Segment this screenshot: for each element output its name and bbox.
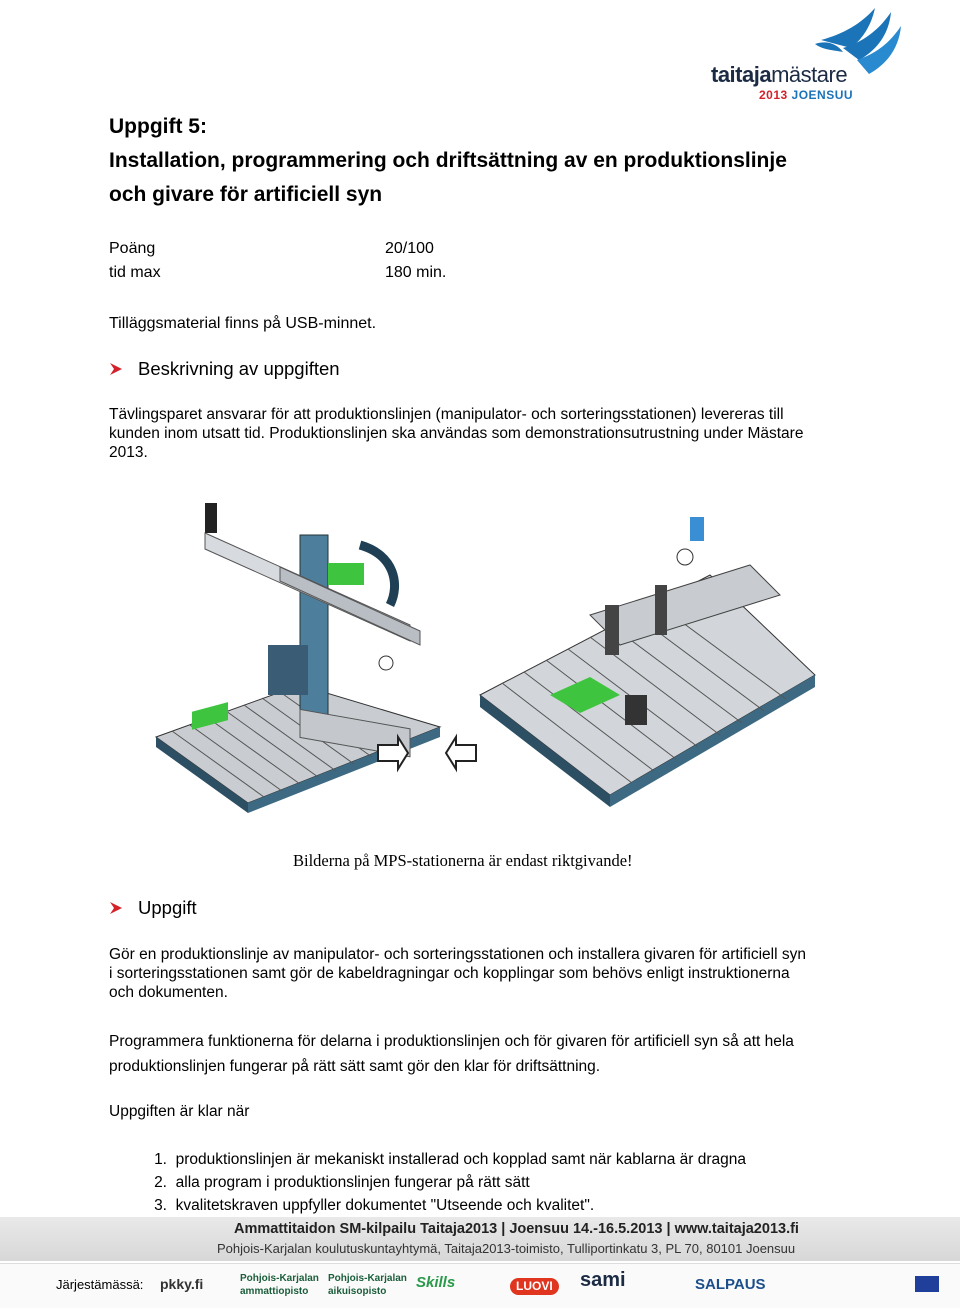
points-label: Poäng [109,240,156,257]
time-value: 180 min. [385,264,447,281]
list-item: 3. kvalitetskraven uppfyller dokumentet "Utseende och kvalitet". [154,1197,595,1214]
completion-criteria-list [109,1148,746,1217]
sponsor-sami: sami [580,1269,626,1291]
image-caption: Bilderna på MPS-stationerna är endast riktgivande! [293,851,633,870]
taitajamastare-logo [705,4,905,104]
time-row [109,264,447,282]
section-heading-description: Beskrivning av uppgiften [109,358,340,380]
extra-material-note: Tilläggsmaterial finns på USB-minnet. [109,315,377,332]
logo-subtitle: 2013 JOENSUU [759,88,854,102]
arrow-bullet-icon [109,901,123,915]
eu-flag-icon [915,1276,939,1292]
sponsor-bar [0,1263,960,1308]
mps-stations-drawing [150,495,820,815]
page-footer [0,1214,960,1309]
description-text: Tävlingsparet ansvarar för att produktionslinjen (manipulator- och sorteringsstationen) levereras till kunden inom utsatt tid. Produktionslinjen ska användas som demonstrationsutrustning under Mästare 2013. [109,406,804,461]
list-item: 2. alla program i produktionslinjen fungerar på rätt sätt [154,1174,530,1191]
sponsor-pkky: pkky.fi [160,1276,204,1292]
footer-banner [0,1217,960,1261]
page-title [109,110,889,212]
organizer-label: Järjestämässä: [56,1277,144,1292]
sponsor-aikuisopisto: Pohjois-Karjalan aikuisopisto [328,1273,407,1297]
title-line-1: Uppgift 5: [109,115,207,138]
arrow-bullet-icon [109,362,123,376]
list-item: 1. produktionslinjen är mekaniskt installerad och kopplad samt när kablarna är dragna [154,1151,746,1168]
task-paragraph-1: Gör en produktionslinje av manipulator- och sorteringsstationen och installera givaren för artificiell syn i sorteringsstationen samt gör de kabeldragningar och kopplingar som behövs enligt instruktionerna och dokumenten. [109,946,806,1001]
sponsor-ammattiopisto: Pohjois-Karjalan ammattiopisto [240,1273,319,1297]
footer-address-line: Pohjois-Karjalan koulutuskuntayhtymä, Taitaja2013-toimisto, Tulliportinkatu 3, PL 70, 80101 Joensuu [217,1241,796,1256]
points-row [109,240,434,258]
time-label: tid max [109,264,161,281]
task-paragraph-2: Programmera funktionerna för delarna i produktionslinjen och för givaren för artificiell syn så att hela produktionslinjen fungerar på rätt sätt samt gör den klar för driftsättning. [109,1033,794,1075]
title-line-3: och givare för artificiell syn [109,183,383,206]
sponsor-luovi: LUOVI [510,1278,559,1295]
logo-wordmark: taitajamästare [711,62,848,87]
footer-event-line: Ammattitaidon SM-kilpailu Taitaja2013 | Joensuu 14.-16.5.2013 | www.taitaja2013.fi [234,1221,799,1237]
sponsor-salpaus: SALPAUS [695,1276,766,1293]
sponsor-skills: Skills [416,1274,456,1291]
title-line-2: Installation, programmering och driftsättning av en produktionslinje [109,149,787,172]
ready-when-label: Uppgiften är klar när [109,1103,250,1120]
points-value: 20/100 [385,240,434,257]
section-heading-task: Uppgift [109,897,197,919]
mps-stations-illustration [150,495,820,815]
